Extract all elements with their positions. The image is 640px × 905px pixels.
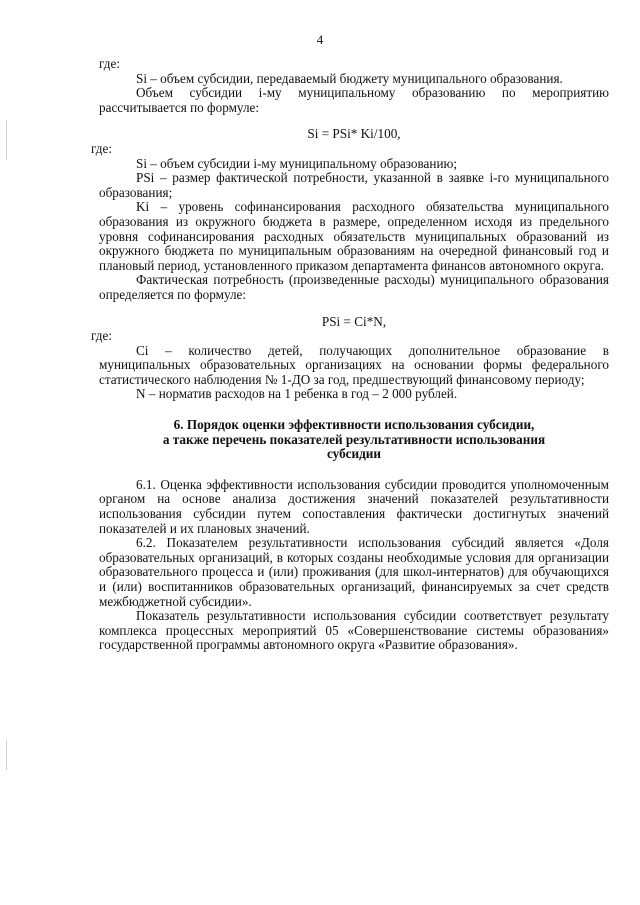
paragraph-6-2: 6.2. Показателем результативности использования субсидий является «Доля образовательных организаций, в которых созданы необходимые условия для организации образовательного процесса и (или) проживания (для школ-интернатов) для обучающихся и (или) воспитанников образовательных организаций, финансируемых за счет средств межбюджетной субсидии».: [99, 535, 609, 609]
paragraph-6-1: 6.1. Оценка эффективности использования субсидии проводится уполномоченным органом на основе анализа достижения значений показателей результативности использования субсидии путем сопоставления фактически достигнутых значений показателей и их плановых значений.: [99, 476, 609, 536]
paragraph-indicator: Показатель результативности использования субсидии соответствует результату комплекса процессных мероприятий 05 «Совершенствование системы образования» государственной программы автономного округа «Развитие образования».: [99, 608, 609, 653]
document-body: [91, 56, 609, 653]
scan-edge-mark: [6, 740, 7, 770]
where-label: где:: [99, 56, 120, 71]
formula-psi: PSi = Ci*N,: [321, 313, 387, 329]
page-number: 4: [316, 32, 324, 47]
formula-si: Si = PSi* Ki/100,: [307, 126, 401, 142]
paragraph-subsidy-formula-intro: Объем субсидии i-му муниципальному образованию по мероприятию рассчитывается по формуле:: [99, 85, 609, 115]
where-label: где:: [91, 140, 112, 156]
scan-edge-mark: [6, 120, 7, 160]
definition-si: Si – объем субсидии i-му муниципальному образованию;: [136, 155, 458, 171]
section-heading: а также перечень показателей результативности использования: [162, 431, 546, 447]
definition-n: N – норматив расходов на 1 ребенка в год – 2 000 рублей.: [136, 386, 458, 402]
paragraph-si-definition: Si – объем субсидии, передаваемый бюджету муниципального образования.: [136, 70, 563, 86]
where-label: где:: [91, 328, 112, 344]
definition-ki: Ki – уровень софинансирования расходного обязательства муниципального образования из окружного бюджета в размере, определенном исходя из предельного уровня софинансирования расходных обязательств муниципальных образований из окружного бюджета по муниципальным образованиям на очередной финансовый год и плановый период, установленного приказом департамента финансов автономного округа.: [99, 199, 609, 273]
section-heading: субсидии: [326, 446, 381, 462]
definition-ci: Ci – количество детей, получающих дополнительное образование в муниципальных образовательных организациях на основании формы федерального статистического наблюдения № 1-ДО за год, предшествующий финансовому периоду;: [99, 342, 609, 387]
paragraph-actual-need: Фактическая потребность (произведенные расходы) муниципального образования определяется по формуле:: [99, 272, 609, 302]
section-heading: 6. Порядок оценки эффективности использования субсидии,: [173, 417, 535, 433]
definition-psi: PSi – размер фактической потребности, указанной в заявке i-го муниципального образования;: [99, 170, 609, 200]
